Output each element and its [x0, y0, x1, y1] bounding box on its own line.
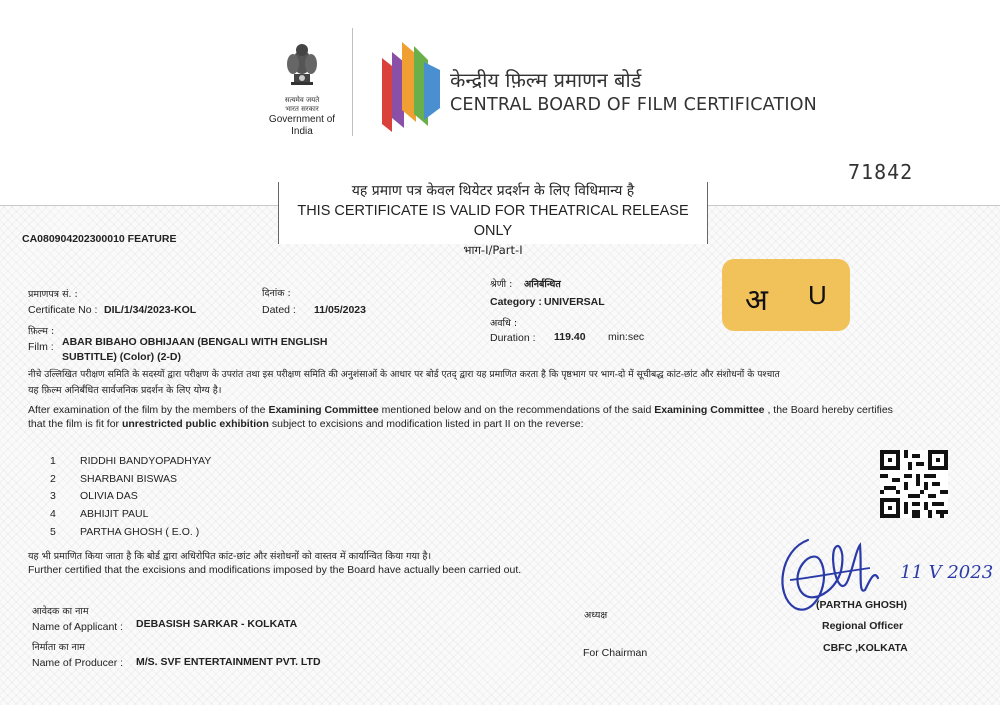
committee-num-5: 5: [50, 526, 56, 538]
cbfc-logo-icon: [380, 36, 444, 136]
film-title-line1: ABAR BIBAHO OBHIJAAN (BENGALI WITH ENGLISH: [62, 336, 328, 348]
film-hindi-label: फ़िल्म :: [28, 326, 55, 337]
date-label: Dated :: [262, 304, 296, 316]
cert-text-1c: mentioned below and on the recommendations of the said: [378, 404, 655, 416]
header-vertical-divider: [352, 28, 353, 136]
certification-hindi-line2: यह फ़िल्म अनिर्बंधित सार्वजनिक प्रदर्शन के लिए योग्य है।: [28, 385, 222, 396]
board-name-english: CENTRAL BOARD OF FILM CERTIFICATION: [450, 95, 817, 115]
emblem-block: [262, 38, 342, 138]
officer-name: (PARTHA GHOSH): [816, 599, 907, 611]
validity-hindi: यह प्रमाण पत्र केवल थियेटर प्रदर्शन के लिए विधिमान्य है: [351, 183, 635, 199]
officer-office: CBFC ,KOLKATA: [823, 642, 908, 654]
validity-english: THIS CERTIFICATE IS VALID FOR THEATRICAL RELEASE ONLY: [297, 203, 689, 239]
reference-code: CA080904202300010 FEATURE: [22, 233, 177, 245]
certification-english-line1: [28, 404, 893, 416]
serial-number: 71842: [848, 160, 914, 184]
emblem-motto: सत्यमेव जयते: [284, 96, 320, 104]
committee-member-4: ABHIJIT PAUL: [80, 508, 149, 520]
committee-member-2: SHARBANI BISWAS: [80, 473, 178, 485]
validity-part: भाग-I/Part-I: [463, 243, 523, 257]
certification-english-line2: [28, 418, 584, 430]
applicant-hindi-label: आवेदक का नाम: [32, 606, 89, 617]
cert-text-2b: unrestricted public exhibition: [121, 418, 269, 430]
producer-label: Name of Producer :: [32, 657, 124, 669]
duration-unit: min:sec: [608, 331, 645, 343]
ashoka-emblem-icon: [280, 38, 324, 96]
cert-text-1e: , the Board hereby certifies: [764, 404, 893, 416]
duration-value: 119.40: [554, 331, 586, 343]
further-hindi: यह भी प्रमाणित किया जाता है कि बोर्ड द्वारा अधिरोपित कांट-छांट और संशोधनों को वास्तव में कार्यान्वित किया गया है।: [28, 551, 432, 562]
category-value: UNIVERSAL: [544, 296, 605, 308]
category-hindi-label: श्रेणी :: [490, 279, 513, 290]
cert-text-2c: subject to excisions and modification listed in part II on the reverse:: [268, 418, 584, 430]
film-title-line2: SUBTITLE) (Color) (2-D): [62, 351, 181, 363]
category-badge-hindi: अ: [745, 283, 768, 318]
certification-hindi-line1: नीचे उल्लिखित परीक्षण समिति के सदस्यों द्वारा परीक्षण के उपरांत तथा इस परीक्षण समिति की अनुशंसाओं के आधार पर बोर्ड एतद् द्वारा यह प्रमाणित करता है कि पृष्ठभाग पर भाग-दो में सूचीबद्ध कांट-छांट और संशोधनों के पश्चात: [28, 369, 780, 380]
producer-value: M/S. SVF ENTERTAINMENT PVT. LTD: [136, 656, 321, 668]
applicant-value: DEBASISH SARKAR - KOLKATA: [136, 618, 298, 630]
chairman-hindi: अध्यक्ष: [584, 610, 608, 621]
board-name-hindi: केन्द्रीय फ़िल्म प्रमाणन बोर्ड: [450, 68, 642, 92]
duration-hindi-label: अवधि :: [490, 318, 518, 329]
officer-title: Regional Officer: [822, 620, 904, 632]
cert-text-1a: After examination of the film by the members of the: [28, 404, 269, 416]
category-hindi-value: अनिर्बन्धित: [524, 279, 561, 290]
date-hindi-label: दिनांक :: [262, 288, 291, 299]
date-value: 11/05/2023: [314, 304, 366, 316]
committee-member-5: PARTHA GHOSH ( E.O. ): [80, 526, 200, 538]
further-english: Further certified that the excisions and modifications imposed by the Board have actually been carried out.: [28, 564, 522, 576]
cert-text-1d: Examining Committee: [654, 404, 765, 416]
category-badge-english: U: [808, 280, 827, 310]
certificate-no-value: DIL/1/34/2023-KOL: [104, 304, 197, 316]
validity-box: [278, 182, 708, 257]
qr-code-icon: [880, 450, 948, 518]
committee-member-1: RIDDHI BANDYOPADHYAY: [80, 455, 212, 467]
applicant-label: Name of Applicant :: [32, 621, 124, 633]
certificate-no-label: Certificate No :: [28, 304, 98, 316]
duration-label: Duration :: [490, 332, 536, 344]
handwritten-date: [900, 562, 993, 583]
committee-num-2: 2: [50, 473, 56, 485]
committee-member-3: OLIVIA DAS: [80, 490, 138, 502]
certificate-no-hindi-label: प्रमाणपत्र सं. :: [28, 289, 78, 300]
committee-num-4: 4: [50, 508, 56, 520]
handwritten-date-text: 11 V 2023: [900, 562, 994, 583]
emblem-gov-hindi: भारत सरकार: [285, 105, 319, 113]
chairman-english: For Chairman: [583, 647, 648, 659]
category-label: Category :: [490, 296, 542, 308]
producer-hindi-label: निर्माता का नाम: [32, 642, 85, 653]
cert-text-2a: that the film is fit for: [28, 418, 122, 430]
committee-num-1: 1: [50, 455, 56, 467]
committee-num-3: 3: [50, 490, 56, 502]
cert-text-1b: Examining Committee: [268, 404, 379, 416]
film-label: Film :: [28, 341, 54, 353]
emblem-gov-english: Government of India: [268, 114, 336, 137]
category-badge: [722, 259, 850, 331]
